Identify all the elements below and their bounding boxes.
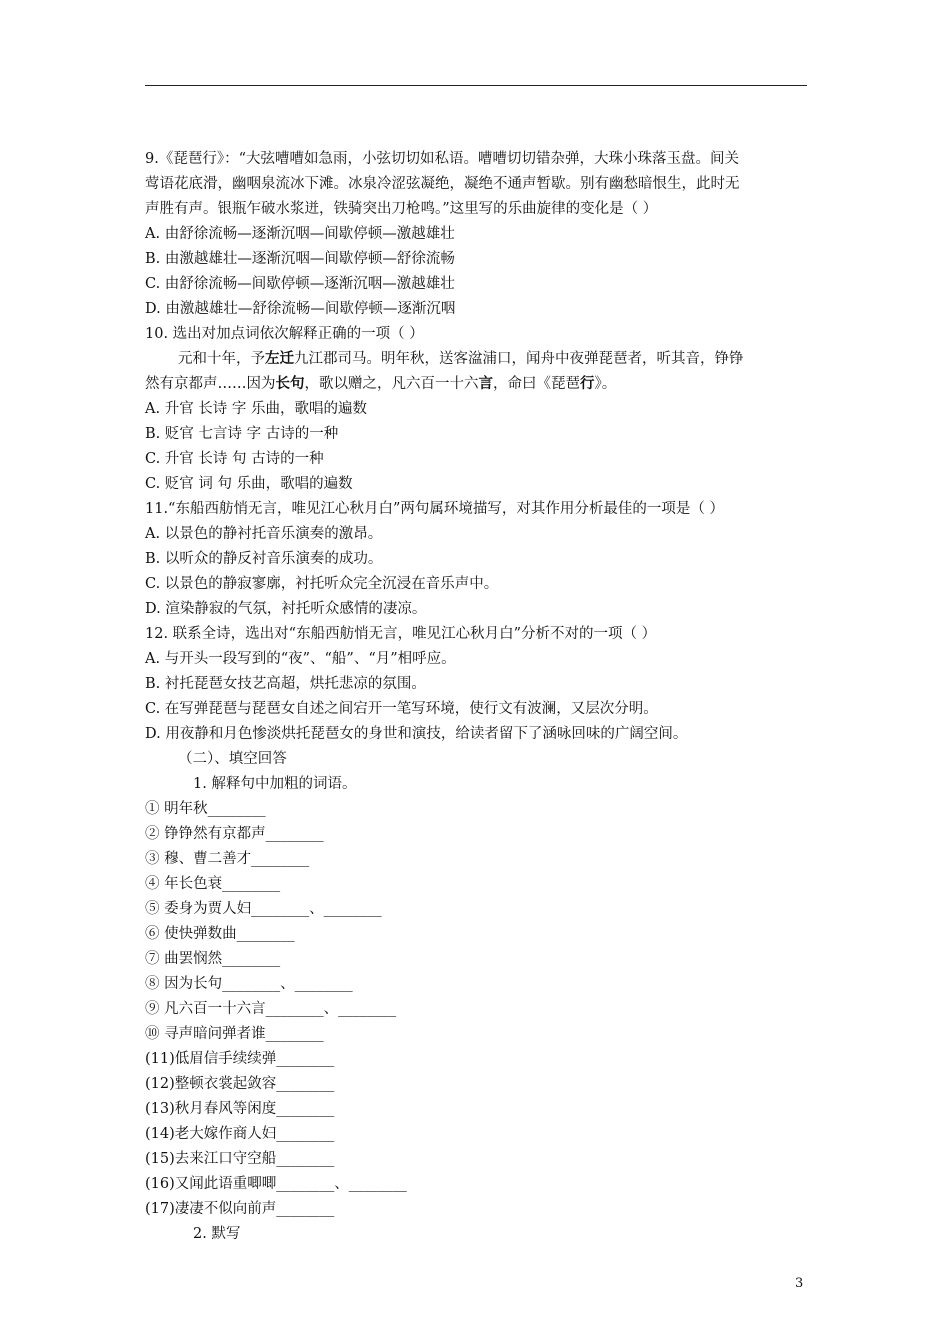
fill-item: ⑩ 寻声暗问弹者谁________ <box>145 1026 324 1042</box>
q11-option-a: A. 以景色的静衬托音乐演奏的激昂。 <box>145 526 383 542</box>
passage-text: ，命曰《琵琶 <box>493 376 580 392</box>
section2-subheading-2: 2. 默写 <box>193 1226 241 1242</box>
bold-word: 左迁 <box>265 350 294 367</box>
fill-item: ① 明年秋________ <box>145 801 266 817</box>
fill-item: ⑨ 凡六百一十六言________、________ <box>145 1001 397 1017</box>
fill-item: (17)凄凄不似向前声________ <box>145 1201 335 1217</box>
fill-item: ③ 穆、曹二善才________ <box>145 851 310 867</box>
q12-option-a: A. 与开头一段写到的“夜”、“船”、“月”相呼应。 <box>145 651 456 667</box>
fill-item: ④ 年长色衰________ <box>145 876 281 892</box>
q12-option-b: B. 衬托琵琶女技艺高超，烘托悲凉的氛围。 <box>145 676 426 692</box>
q11-option-c: C. 以景色的静寂寥廓，衬托听众完全沉浸在音乐声中。 <box>145 576 499 592</box>
q11-option-b: B. 以听众的静反衬音乐演奏的成功。 <box>145 551 383 567</box>
q12-option-c: C. 在写弹琵琶与琵琶女自述之间宕开一笔写环境，使行文有波澜，又层次分明。 <box>145 701 658 717</box>
passage-text: 元和十年，予 <box>178 351 265 367</box>
q9-stem-line2: 莺语花底滑，幽咽泉流冰下滩。冰泉冷涩弦凝绝，凝绝不通声暂歇。别有幽愁暗恨生，此时无 <box>145 176 740 192</box>
fill-item: (16)又闻此语重唧唧________、________ <box>145 1176 407 1192</box>
q9-option-d: D. 由激越雄壮—舒徐流畅—间歇停顿—逐渐沉咽 <box>145 301 456 317</box>
section2-subheading: 1. 解释句中加粗的词语。 <box>193 776 357 792</box>
q9-option-c: C. 由舒徐流畅—间歇停顿—逐渐沉咽—激越雄壮 <box>145 276 455 292</box>
fill-item: (11)低眉信手续续弹________ <box>145 1051 335 1067</box>
q10-stem: 10. 选出对加点词依次解释正确的一项（ ） <box>145 326 424 342</box>
bold-word: 行 <box>580 375 595 392</box>
q10-passage-line2 <box>145 375 616 393</box>
q10-option-a: A. 升官 长诗 字 乐曲，歌唱的遍数 <box>145 401 368 417</box>
header-rule <box>145 85 807 86</box>
q9-option-b: B. 由激越雄壮—逐渐沉咽—间歇停顿—舒徐流畅 <box>145 251 455 267</box>
page-number: 3 <box>795 1276 804 1291</box>
q10-option-b: B. 贬官 七言诗 字 古诗的一种 <box>145 426 339 442</box>
q12-option-d: D. 用夜静和月色惨淡烘托琵琶女的身世和演技，给读者留下了涵咏回味的广阔空间。 <box>145 726 688 742</box>
fill-item: (14)老大嫁作商人妇________ <box>145 1126 335 1142</box>
fill-item: ② 铮铮然有京都声________ <box>145 826 324 842</box>
q9-stem-line1: 9.《琵琶行》：“大弦嘈嘈如急雨，小弦切切如私语。嘈嘈切切错杂弹，大珠小珠落玉盘。间关 <box>145 151 739 167</box>
fill-item: ⑤ 委身为贾人妇________、________ <box>145 901 382 917</box>
fill-item: (15)去来江口守空船________ <box>145 1151 335 1167</box>
q12-stem: 12. 联系全诗，选出对“东船西舫悄无言，唯见江心秋月白”分析不对的一项（ ） <box>145 626 657 642</box>
q11-stem: 11.“东船西舫悄无言，唯见江心秋月白”两句属环境描写，对其作用分析最佳的一项是（ ） <box>145 501 724 517</box>
q10-option-c: C. 升官 长诗 句 古诗的一种 <box>145 451 324 467</box>
fill-item: (12)整顿衣裳起敛容________ <box>145 1076 335 1092</box>
passage-text: 》。 <box>594 376 617 392</box>
q9-stem-line3: 声胜有声。银瓶乍破水浆迸，铁骑突出刀枪鸣。”这里写的乐曲旋律的变化是（ ） <box>145 201 658 217</box>
fill-item: ⑦ 曲罢悯然________ <box>145 951 281 967</box>
passage-text: ，歌以赠之，凡六百一十六 <box>304 376 479 392</box>
passage-text: 然有京都声……因为 <box>145 376 276 392</box>
section2-heading: （二）、填空回答 <box>178 751 287 767</box>
fill-item: ⑧ 因为长句________、________ <box>145 976 353 992</box>
bold-word: 长句 <box>275 375 305 392</box>
fill-item: (13)秋月春风等闲度________ <box>145 1101 335 1117</box>
q9-option-a: A. 由舒徐流畅—逐渐沉咽—间歇停顿—激越雄壮 <box>145 226 455 242</box>
q11-option-d: D. 渲染静寂的气氛，衬托听众感情的凄凉。 <box>145 601 427 617</box>
q10-option-d: C. 贬官 词 句 乐曲，歌唱的遍数 <box>145 476 353 492</box>
passage-text: 九江郡司马。明年秋，送客湓浦口，闻舟中夜弹琵琶者，听其音，铮铮 <box>294 351 744 367</box>
bold-word: 言 <box>478 375 493 392</box>
fill-item: ⑥ 使快弹数曲________ <box>145 926 295 942</box>
q10-passage-line1 <box>178 350 744 368</box>
